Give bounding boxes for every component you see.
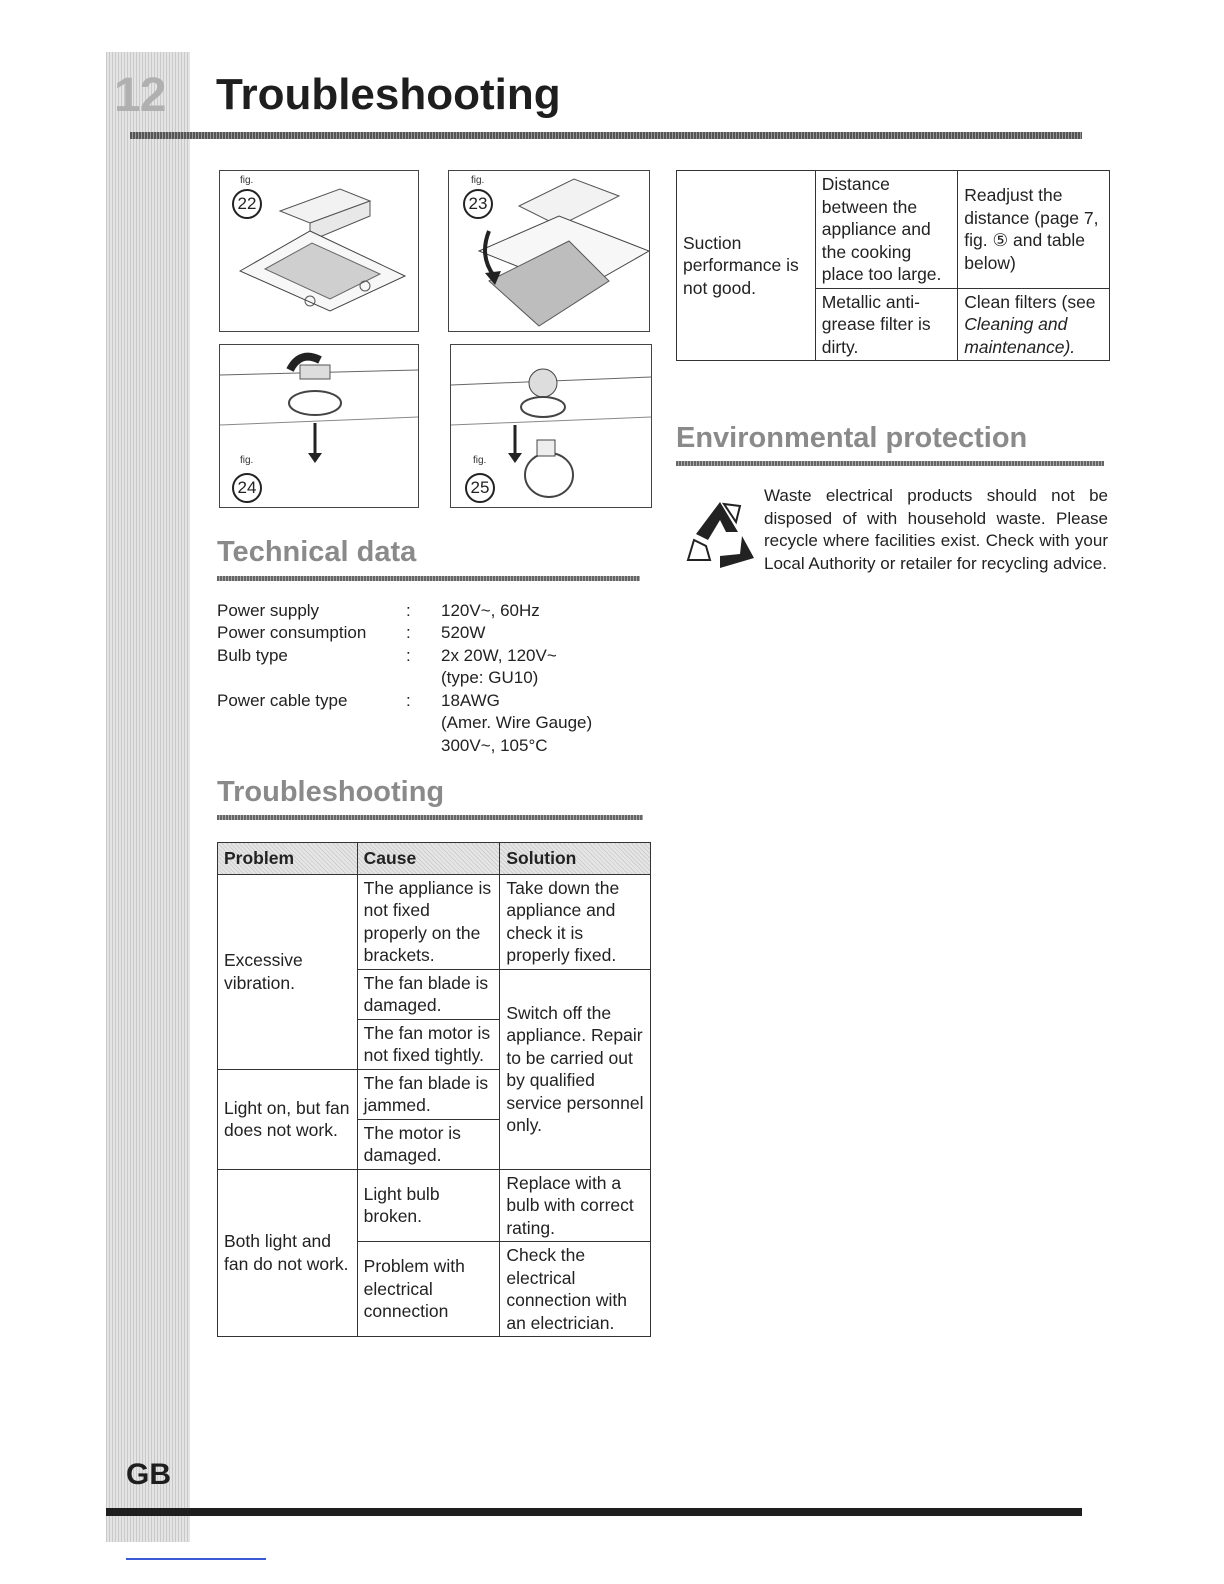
side-band: [106, 52, 190, 1542]
troubleshooting-heading: Troubleshooting: [217, 776, 445, 808]
spec-label: Power supply: [217, 601, 320, 620]
solution-cell: Check the electrical connection with an electrician.: [500, 1242, 651, 1337]
table-row: [677, 171, 1110, 289]
spec-row-power-supply: [217, 600, 319, 623]
figure-label: fig.: [471, 175, 485, 186]
problem-cell: Both light and fan do not work.: [218, 1169, 358, 1337]
spec-value: (Amer. Wire Gauge): [441, 713, 593, 732]
spec-value: 120V~, 60Hz: [441, 601, 540, 620]
problem-cell: Light on, but fan does not work.: [218, 1069, 358, 1169]
cause-cell: Problem with electrical connection: [357, 1242, 500, 1337]
spec-sep: :: [406, 691, 411, 710]
cause-cell: The fan motor is not fixed tightly.: [357, 1019, 500, 1069]
figure-label: fig.: [473, 455, 487, 466]
spec-value: 300V~, 105°C: [441, 736, 548, 755]
figure-number: 22: [232, 189, 262, 219]
spec-sep: :: [406, 623, 411, 642]
environment-heading: Environmental protection: [676, 422, 1028, 454]
spec-value: 520W: [441, 623, 486, 642]
environment-text: Waste electrical products should not be disposed of with household waste. Please recycle where facilities exist. Check with your Local Authority or retailer for recycling advice.: [764, 486, 1108, 573]
spec-label: Power consumption: [217, 623, 367, 642]
table-row: [218, 874, 651, 969]
spec-value: (type: GU10): [441, 668, 539, 687]
problem-cell: Suction performance is not good.: [677, 171, 816, 361]
figure-number: 25: [465, 473, 495, 503]
spec-label: Bulb type: [217, 646, 288, 665]
section-rule: [217, 815, 643, 820]
figure-22: [219, 170, 419, 332]
spec-value: 18AWG: [441, 691, 500, 710]
cause-cell: The fan blade is jammed.: [357, 1069, 500, 1119]
page-title: Troubleshooting: [216, 70, 561, 119]
figure-23: [448, 170, 650, 332]
spec-label: Power cable type: [217, 691, 348, 710]
figure-25: [450, 344, 652, 508]
figure-number: 23: [463, 189, 493, 219]
link-underline: [126, 1558, 266, 1560]
header-solution: Solution: [500, 843, 651, 875]
cause-cell: The motor is damaged.: [357, 1119, 500, 1169]
spec-sep: :: [406, 646, 411, 665]
technical-data-heading: Technical data: [217, 536, 417, 568]
section-rule: [217, 576, 640, 581]
region-label: GB: [126, 1458, 171, 1491]
figure-24: [219, 344, 419, 508]
cross-reference: Cleaning and maintenance).: [964, 314, 1076, 357]
figure-label: fig.: [240, 455, 254, 466]
header-problem: Problem: [218, 843, 358, 875]
spec-value: 2x 20W, 120V~: [441, 646, 557, 665]
solution-cell: Readjust the distance (page 7, fig. ⑤ and table below): [958, 171, 1110, 289]
header-rule: [130, 132, 1082, 139]
problem-cell: Excessive vibration.: [218, 874, 358, 1069]
header-cause: Cause: [357, 843, 500, 875]
table-header-row: [218, 843, 651, 875]
cause-cell: The appliance is not fixed properly on the brackets.: [357, 874, 500, 969]
cause-cell: Distance between the appliance and the cooking place too large.: [815, 171, 958, 289]
solution-text: Clean filters (see: [964, 291, 1096, 312]
footer-rule: [106, 1508, 1082, 1516]
solution-cell: Switch off the appliance. Repair to be carried out by qualified service personnel only.: [500, 969, 651, 1169]
cause-cell: The fan blade is damaged.: [357, 969, 500, 1019]
recycle-icon: [680, 496, 760, 576]
section-rule: [676, 461, 1104, 466]
solution-cell: [958, 288, 1110, 361]
spec-sep: :: [406, 601, 411, 620]
figure-number: 24: [232, 473, 262, 503]
figure-label: fig.: [240, 175, 254, 186]
solution-cell: Take down the appliance and check it is properly fixed.: [500, 874, 651, 969]
troubleshooting-table-continued: [676, 170, 1110, 361]
cause-cell: Light bulb broken.: [357, 1169, 500, 1242]
troubleshooting-table: [217, 842, 651, 1337]
table-row: [218, 1169, 651, 1242]
cause-cell: Metallic anti-grease filter is dirty.: [815, 288, 958, 361]
solution-cell: Replace with a bulb with correct rating.: [500, 1169, 651, 1242]
chapter-number: 12: [114, 69, 166, 122]
